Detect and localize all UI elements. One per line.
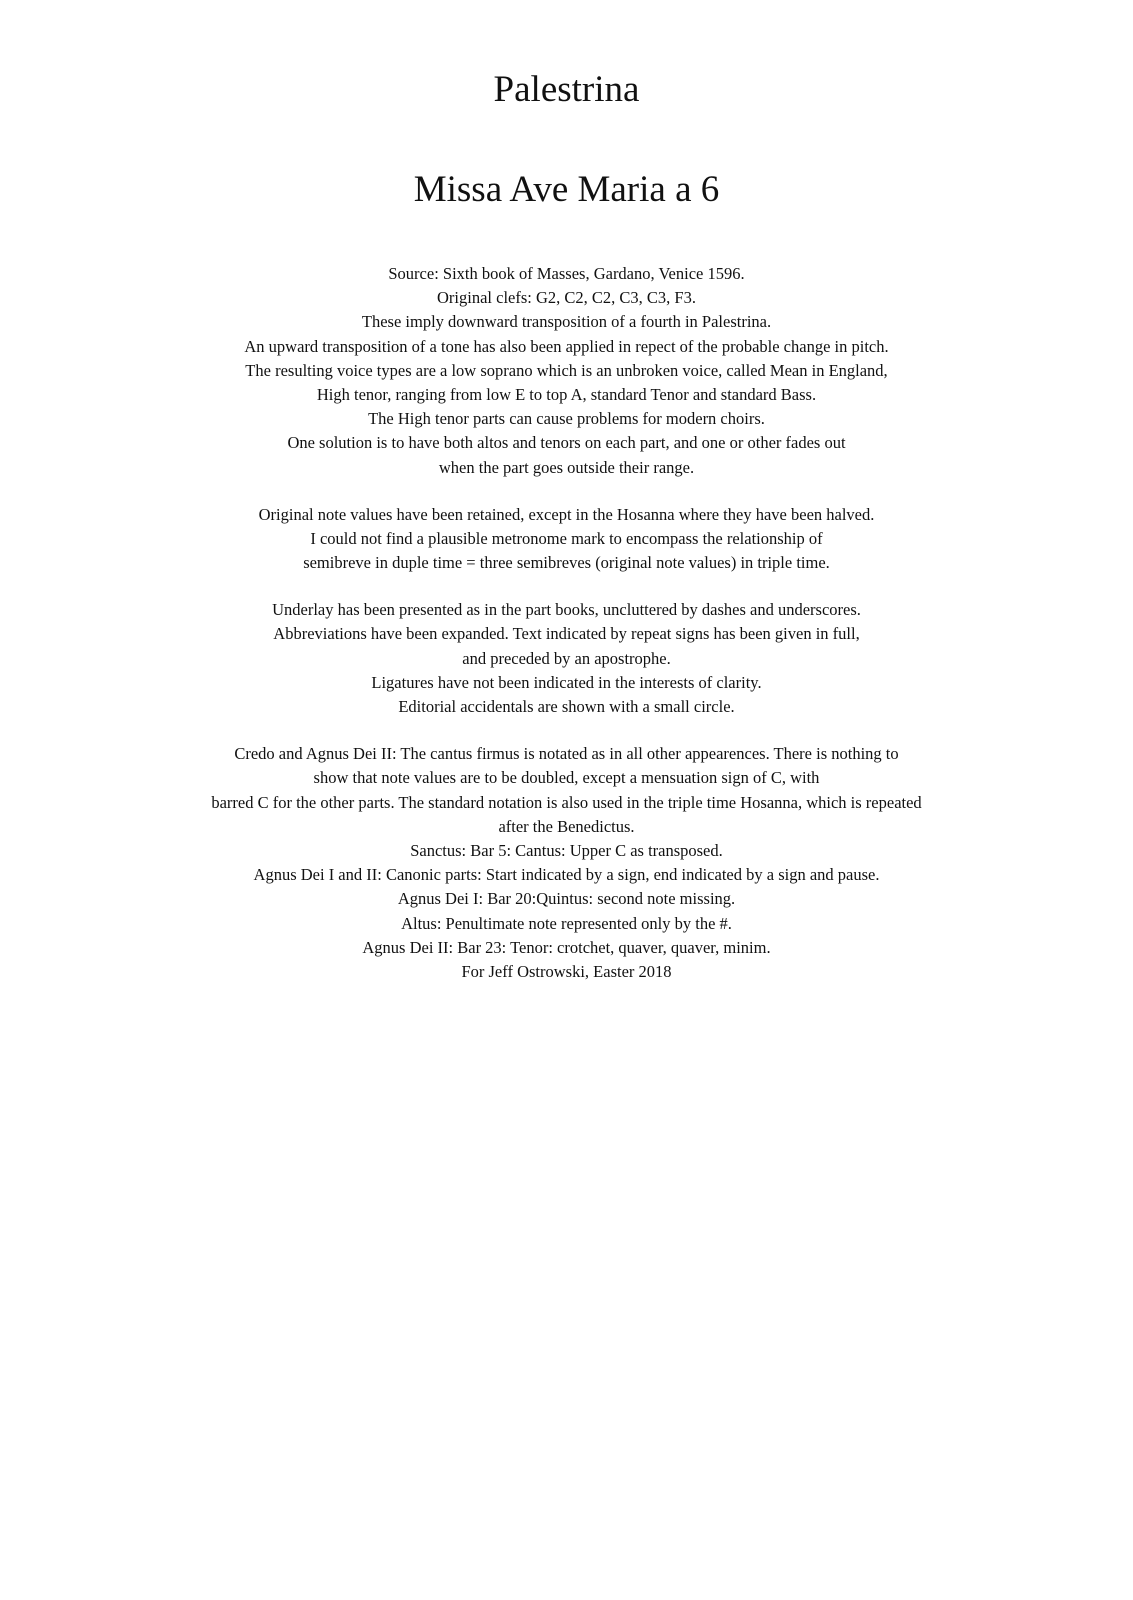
editorial-notes xyxy=(0,262,1133,984)
note-line: Altus: Penultimate note represented only by the #. xyxy=(401,913,732,933)
note-line: Underlay has been presented as in the part books, uncluttered by dashes and underscores. xyxy=(272,600,861,620)
note-line: semibreve in duple time = three semibreves (original note values) in triple time. xyxy=(303,553,830,573)
dedication-line: For Jeff Ostrowski, Easter 2018 xyxy=(461,961,672,981)
work-title: Missa Ave Maria a 6 xyxy=(413,169,720,210)
note-line: High tenor, ranging from low E to top A, standard Tenor and standard Bass. xyxy=(316,384,817,404)
note-line: Ligatures have not been indicated in the interests of clarity. xyxy=(371,672,762,692)
note-line: An upward transposition of a tone has also been applied in repect of the probable change in pitch. xyxy=(244,336,889,356)
note-line: Credo and Agnus Dei II: The cantus firmus is notated as in all other appearences. There is nothing to xyxy=(234,744,899,764)
note-line: when the part goes outside their range. xyxy=(438,457,695,477)
paragraph-gap xyxy=(0,575,1133,598)
note-line: Sanctus: Bar 5: Cantus: Upper C as transposed. xyxy=(410,840,723,860)
note-line: Source: Sixth book of Masses, Gardano, Venice 1596. xyxy=(388,264,745,283)
note-line: The resulting voice types are a low soprano which is an unbroken voice, called Mean in England, xyxy=(245,360,888,380)
underlay-paragraph xyxy=(0,598,1133,719)
paragraph-gap xyxy=(0,719,1133,742)
note-line: I could not find a plausible metronome mark to encompass the relationship of xyxy=(310,528,823,548)
note-line: The High tenor parts can cause problems for modern choirs. xyxy=(368,409,765,429)
note-line: One solution is to have both altos and tenors on each part, and one or other fades out xyxy=(287,433,846,453)
note-line: Editorial accidentals are shown with a small circle. xyxy=(398,697,735,716)
corrections-paragraph xyxy=(0,742,1133,984)
note-values-paragraph xyxy=(0,503,1133,576)
note-line: Original clefs: G2, C2, C2, C3, C3, F3. xyxy=(437,288,696,308)
note-line: Agnus Dei II: Bar 23: Tenor: crotchet, quaver, quaver, minim. xyxy=(362,937,771,957)
note-line: after the Benedictus. xyxy=(498,816,635,836)
note-line: show that note values are to be doubled, except a mensuation sign of C, with xyxy=(313,768,820,788)
composer-name: Palestrina xyxy=(493,69,640,110)
note-line: These imply downward transposition of a fourth in Palestrina. xyxy=(361,312,772,332)
source-notes-paragraph xyxy=(0,262,1133,480)
paragraph-gap xyxy=(0,480,1133,503)
note-line: Original note values have been retained, except in the Hosanna where they have been halved. xyxy=(258,504,875,524)
note-line: Agnus Dei I and II: Canonic parts: Start indicated by a sign, end indicated by a sign and pause. xyxy=(253,865,880,885)
note-line: and preceded by an apostrophe. xyxy=(462,648,671,668)
note-line: Abbreviations have been expanded. Text indicated by repeat signs has been given in full, xyxy=(273,624,860,644)
note-line: Agnus Dei I: Bar 20:Quintus: second note missing. xyxy=(397,889,736,909)
note-line: barred C for the other parts. The standard notation is also used in the triple time Hosanna, which is repeated xyxy=(211,792,922,812)
